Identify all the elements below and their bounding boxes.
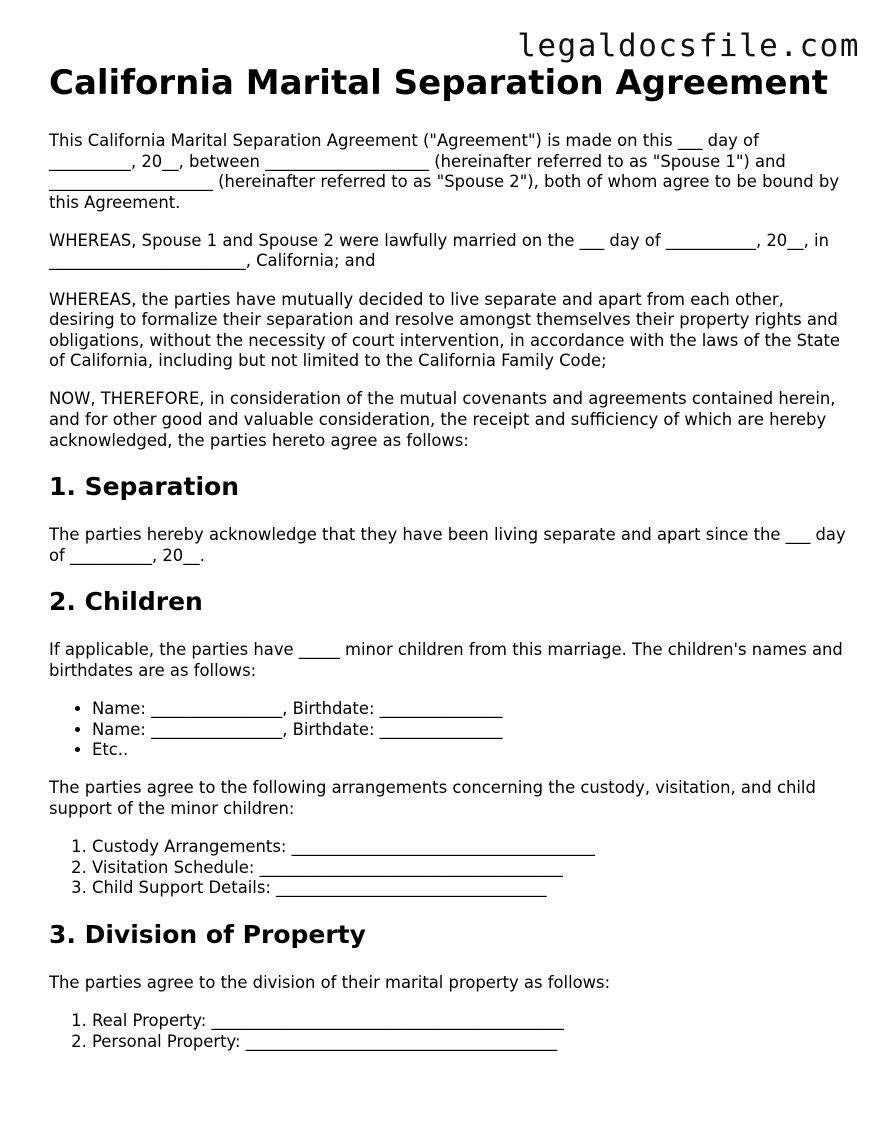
- separation-paragraph: The parties hereby acknowledge that they have been living separate and apart since the ___ day of __________, 20__.: [49, 525, 846, 565]
- custody-list: [49, 837, 849, 899]
- section-heading-property: 3. Division of Property: [49, 919, 366, 949]
- list-item: • Etc..: [92, 740, 849, 761]
- watermark: legaldocsfile.com: [517, 28, 860, 64]
- custody-paragraph: The parties agree to the following arrangements concerning the custody, visitation, and child support of the minor children:: [49, 778, 816, 818]
- document-title: California Marital Separation Agreement: [49, 63, 828, 103]
- children-paragraph: If applicable, the parties have _____ minor children from this marriage. The children's names and birthdates are as follows:: [49, 640, 843, 680]
- intro-paragraph: This California Marital Separation Agreement ("Agreement") is made on this ___ day of __________, 20__, between ____________________ (hereinafter referred to as "Spouse 1") and ____________________ (hereinafter referred to as "Spouse 2"), both of whom agree to be bound by this Agreement.: [49, 131, 840, 212]
- whereas-married-paragraph: WHEREAS, Spouse 1 and Spouse 2 were lawfully married on the ___ day of ___________, 20__, in ________________________, California; and: [49, 230, 829, 271]
- property-list: [49, 1011, 849, 1052]
- list-item: 1. Custody Arrangements: _____________________________________: [92, 837, 849, 858]
- therefore-paragraph: NOW, THEREFORE, in consideration of the mutual covenants and agreements contained herein, and for other good and valuable consideration, the receipt and sufficiency of which are hereby acknowledged, the parties hereto agree as follows:: [49, 389, 836, 450]
- whereas-separate-paragraph: WHEREAS, the parties have mutually decided to live separate and apart from each other, desiring to formalize their separation and resolve amongst themselves their property rights and obligations, without the necessity of court intervention, in accordance with the laws of the State of California, including but not limited to the California Family Code;: [49, 289, 840, 371]
- document-page: [49, 62, 849, 1070]
- property-paragraph: The parties agree to the division of their marital property as follows:: [49, 972, 611, 992]
- children-list: [49, 699, 849, 761]
- section-heading-separation: 1. Separation: [49, 472, 240, 502]
- list-item: 2. Visitation Schedule: _____________________________________: [92, 858, 849, 879]
- list-item: 2. Personal Property: ______________________________________: [92, 1032, 849, 1053]
- list-item: • Name: ________________, Birthdate: _______________: [92, 720, 849, 741]
- list-item: • Name: ________________, Birthdate: _______________: [92, 699, 849, 720]
- list-item: 3. Child Support Details: _________________________________: [92, 878, 849, 899]
- section-heading-children: 2. Children: [49, 587, 203, 617]
- list-item: 1. Real Property: ___________________________________________: [92, 1011, 849, 1032]
